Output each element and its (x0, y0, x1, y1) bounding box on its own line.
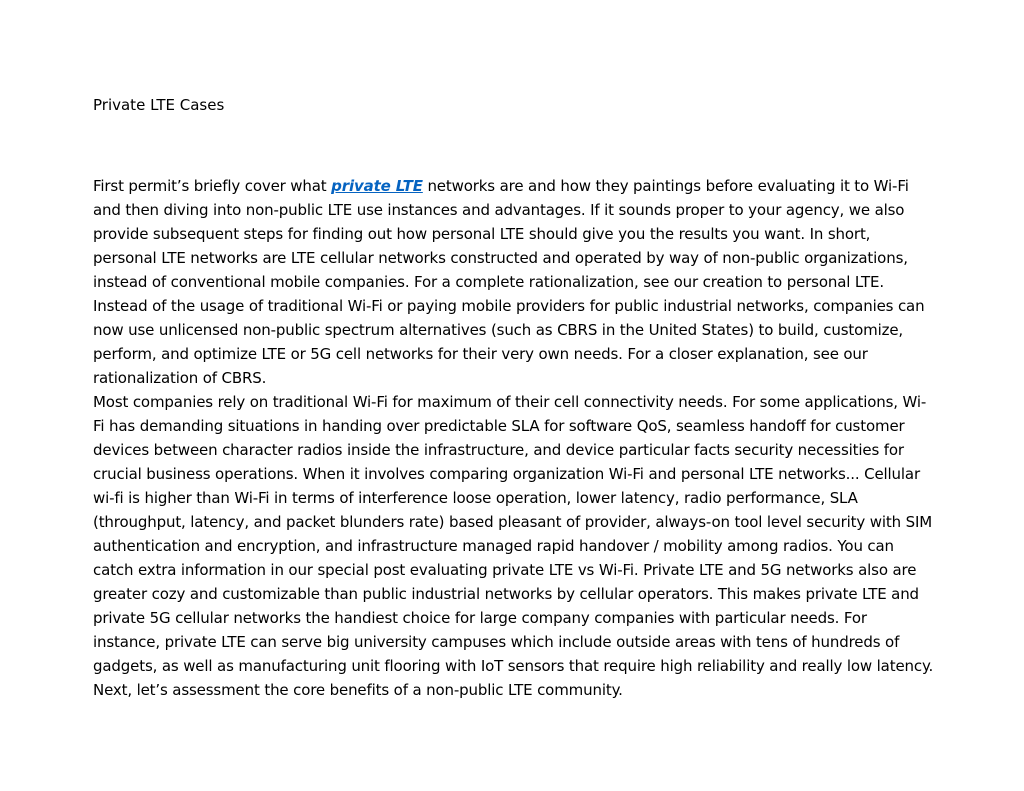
paragraph-1-intro: First permit’s briefly cover what (93, 177, 332, 195)
document-body (93, 174, 935, 702)
paragraph-2: Most companies rely on traditional Wi-Fi for maximum of their cell connectivity needs. For some applications, Wi-Fi has demanding situations in handing over predictable SLA for software QoS, seamless handoff for customer devices between character radios inside the infrastructure, and device particular facts security necessities for crucial business operations. When it involves comparing organization Wi-Fi and personal LTE networks... Cellular wi-fi is higher than Wi-Fi in terms of interference loose operation, lower latency, radio performance, SLA (throughput, latency, and packet blunders rate) based pleasant of provider, always-on tool level security with SIM authentication and encryption, and infrastructure managed rapid handover / mobility among radios. You can catch extra information in our special post evaluating private LTE vs Wi-Fi. Private LTE and 5G networks also are greater cozy and customizable than public industrial networks by cellular operators. This makes private LTE and private 5G cellular networks the handiest choice for large company companies with particular needs. For instance, private LTE can serve big university campuses which include outside areas with tens of hundreds of gadgets, as well as manufacturing unit flooring with IoT sensors that require high reliability and really low latency. Next, let’s assessment the core benefits of a non-public LTE community. (93, 393, 934, 699)
paragraph-1-text: networks are and how they paintings before evaluating it to Wi-Fi and then diving into non-public LTE use instances and advantages. If it sounds proper to your agency, we also provide subsequent steps for finding out how personal LTE should give you the results you want. In short, personal LTE networks are LTE cellular networks constructed and operated by way of non-public organizations, instead of conventional mobile companies. For a complete rationalization, see our creation to personal LTE. Instead of the usage of traditional Wi-Fi or paying mobile providers for public industrial networks, companies can now use unlicensed non-public spectrum alternatives (such as CBRS in the United States) to build, customize, perform, and optimize LTE or 5G cell networks for their very own needs. For a closer explanation, see our rationalization of CBRS. (93, 177, 925, 387)
private-lte-link[interactable]: private LTE (331, 177, 423, 195)
paragraph-1 (93, 174, 935, 390)
page-title: Private LTE Cases (93, 96, 225, 114)
